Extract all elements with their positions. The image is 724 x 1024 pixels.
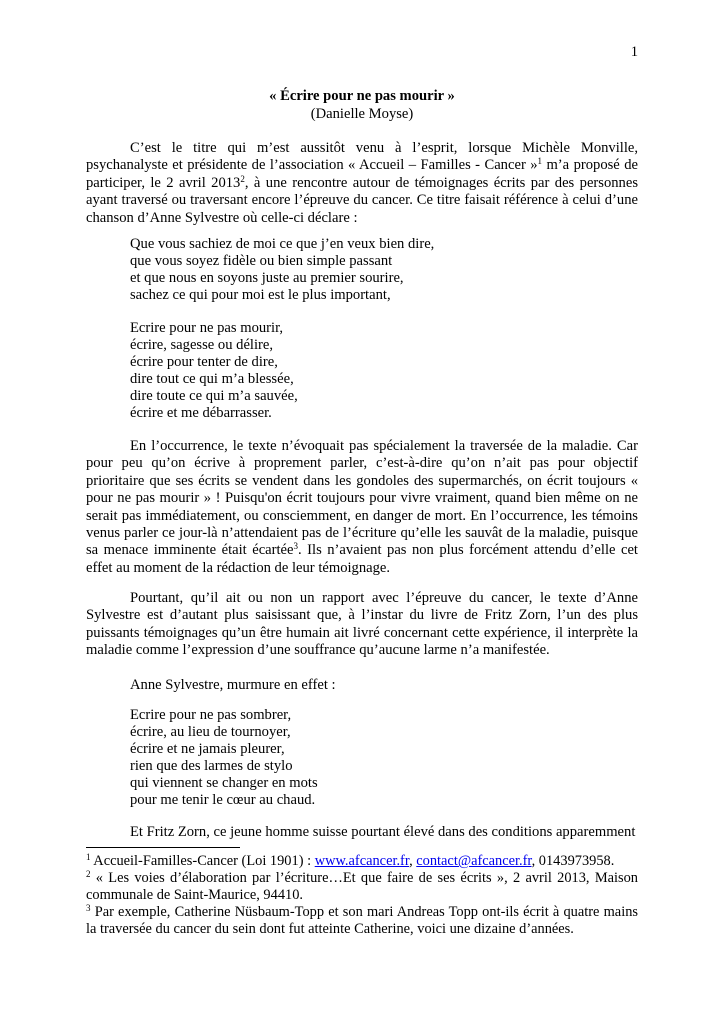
verse-line: écrire et me débarrasser. xyxy=(130,405,272,422)
paragraph-5: Et Fritz Zorn, ce jeune homme suisse pourtant élevé dans des conditions apparemment xyxy=(130,824,636,840)
title-author: (Danielle Moyse) xyxy=(310,106,414,122)
page-number: 1 xyxy=(630,44,638,60)
para1-text-a: C’est le titre qui m’est aussitôt venu à l’esprit, lorsque Michèle Monville, psychanalyste et présidente de l’association « Accueil – Familles - Cancer » xyxy=(86,140,638,174)
verse-line: dire tout ce qui m’a blessée, xyxy=(130,371,294,388)
verse-stanza-3 xyxy=(130,707,630,810)
footnote-3-text: Par exemple, Catherine Nüsbaum-Topp et son mari Andreas Topp ont-ils écrit à quatre mains la traversée du cancer du sein dont fut atteinte Catherine, voici une dizaine d’années. xyxy=(86,904,638,937)
footnote-ref-1[interactable]: 1 xyxy=(537,156,543,167)
verse-line: écrire, au lieu de tournoyer, xyxy=(130,724,291,741)
verse-stanza-2 xyxy=(130,320,630,423)
footnote-1-text-a: Accueil-Familles-Cancer (Loi 1901) : xyxy=(90,853,315,869)
footnote-1-text-b: , 0143973958. xyxy=(531,853,615,869)
verse-line: écrire, sagesse ou délire, xyxy=(130,337,274,354)
afcancer-website-link[interactable]: www.afcancer.fr xyxy=(314,853,410,869)
verse-line: Que vous sachiez de moi ce que j’en veux bien dire, xyxy=(130,236,435,252)
paragraph-1 xyxy=(86,140,638,227)
verse-line: sachez ce qui pour moi est le plus important, xyxy=(130,287,391,304)
footnote-2-text: « Les voies d’élaboration par l’écriture…Et que faire de ses écrits », 2 avril 2013, Maison communale de Saint-Maurice, 94410. xyxy=(86,870,638,903)
verse-line: rien que des larmes de stylo xyxy=(130,758,293,775)
verse-line: que vous soyez fidèle ou bien simple passant xyxy=(130,253,393,270)
verse-stanza-1 xyxy=(130,236,630,304)
verse-line: et que nous en soyons juste au premier sourire, xyxy=(130,270,404,287)
para1-text-b: m’a proposé de participer, le 2 avril 2013 xyxy=(86,157,638,191)
footnote-3 xyxy=(86,904,638,938)
paragraph-4: Anne Sylvestre, murmure en effet : xyxy=(130,677,336,693)
footnote-number-2: 2 xyxy=(86,869,91,879)
verse-line: pour me tenir le cœur au chaud. xyxy=(130,792,316,809)
verse-line: Ecrire pour ne pas mourir, xyxy=(130,320,283,336)
document-title xyxy=(86,87,638,123)
footnote-separator xyxy=(86,847,240,848)
para1-text-c: , à une rencontre autour de témoignages écrits par des personnes ayant traversé ou traversant encore l’épreuve du cancer. Ce titre faisait référence à celui d’une chanson d’Anne Sylvestre où celle-ci déclare : xyxy=(86,174,639,226)
para2-text-b: . Ils n’avaient pas non plus forcément attendu d’elle cet effet au moment de la rédaction de leur témoignage. xyxy=(86,542,638,576)
afcancer-email-link[interactable]: contact@afcancer.fr xyxy=(416,853,532,869)
footnote-1 xyxy=(86,853,638,870)
verse-line: écrire pour tenter de dire, xyxy=(130,354,278,371)
para2-text-a: En l’occurrence, le texte n’évoquait pas spécialement la traversée de la maladie. Car pour peu qu’on écrive à proprement parler, c’est-à-dire qu’on n’ait pas pour objectif prioritaire que ses écrits se vendent dans les gondoles des supermarchés, on écrit toujours « pour ne pas mourir » ! Puisqu'on écrit toujours pour vivre vraiment, quand bien même on ne serait pas immédiatement, ou consciemment, en danger de mort. En l’occurrence, les témoins venus parler ce jour-là n’attendaient pas de l’écriture qu’elle les sauvât de la maladie, puisque sa menace imminente était écartée xyxy=(86,438,638,559)
paragraph-2 xyxy=(86,438,638,577)
verse-line: dire toute ce qui m’a sauvée, xyxy=(130,388,298,405)
title-main: « Écrire pour ne pas mourir » xyxy=(269,88,455,104)
paragraph-3: Pourtant, qu’il ait ou non un rapport avec l’épreuve du cancer, le texte d’Anne Sylvestre est d’autant plus saisissant que, à l’instar du livre de Fritz Zorn, l’un des plus puissants témoignages qu’un être humain ait livré concernant cette expérience, il interprète la maladie comme l’expression d’une souffrance qu’aucune larme n’a manifestée. xyxy=(86,590,638,659)
footnote-1-separator: , xyxy=(409,853,417,869)
verse-line: Ecrire pour ne pas sombrer, xyxy=(130,707,292,723)
footnote-ref-3[interactable]: 3 xyxy=(293,541,299,552)
footnote-ref-2[interactable]: 2 xyxy=(240,173,245,184)
verse-line: écrire et ne jamais pleurer, xyxy=(130,741,285,758)
verse-line: qui viennent se changer en mots xyxy=(130,775,318,792)
footnote-number-1: 1 xyxy=(86,852,91,862)
footnote-2 xyxy=(86,870,638,904)
footnote-number-3: 3 xyxy=(86,903,91,913)
